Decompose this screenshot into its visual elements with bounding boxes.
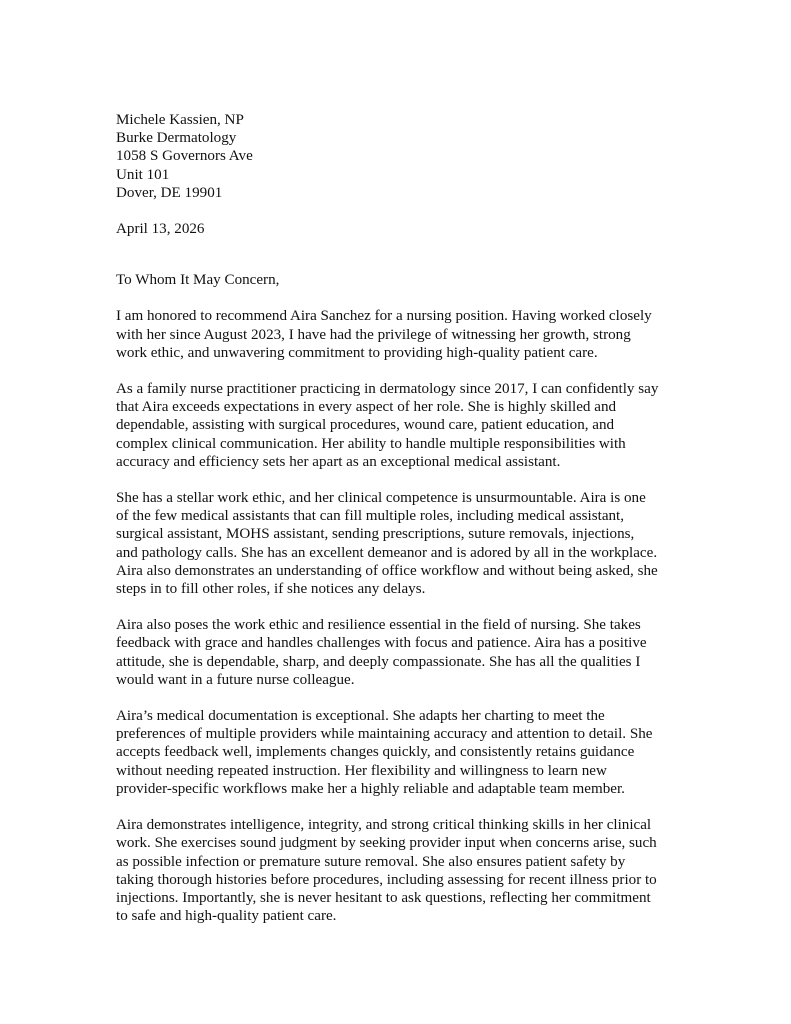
paragraph-line: with her since August 2023, I have had the privilege of witnessing her growth, strong bbox=[116, 326, 631, 343]
salutation bbox=[116, 271, 688, 289]
paragraph-line: As a family nurse practitioner practicing in dermatology since 2017, I can confidently say bbox=[116, 381, 659, 398]
paragraph-line: steps in to fill other roles, if she notices any delays. bbox=[116, 581, 426, 598]
sender-street: 1058 S Governors Ave bbox=[116, 148, 253, 165]
paragraph-line: dependable, assisting with surgical procedures, wound care, patient education, and bbox=[116, 417, 615, 434]
paragraph-documentation bbox=[116, 707, 688, 798]
paragraph-line: Aira also demonstrates an understanding of office workflow and without being asked, she bbox=[116, 562, 658, 579]
paragraph-line: accepts feedback well, implements changes quickly, and consistently retains guidance bbox=[116, 744, 635, 761]
paragraph-line: of the few medical assistants that can fill multiple roles, including medical assistant, bbox=[116, 508, 625, 525]
paragraph-line: injections. Importantly, she is never hesitant to ask questions, reflecting her commitment bbox=[116, 889, 651, 906]
paragraph-line: taking thorough histories before procedures, including assessing for recent illness prior to bbox=[116, 871, 657, 888]
paragraph-line: work ethic, and unwavering commitment to providing high-quality patient care. bbox=[116, 344, 598, 361]
paragraph-line: as possible infection or premature suture removal. She also ensures patient safety by bbox=[116, 853, 626, 870]
sender-address-block bbox=[116, 111, 688, 202]
paragraph-line: accuracy and efficiency sets her apart as an exceptional medical assistant. bbox=[116, 453, 561, 470]
paragraph-line: attitude, she is dependable, sharp, and deeply compassionate. She has all the qualities I bbox=[116, 653, 641, 670]
paragraph-line: work. She exercises sound judgment by seeking provider input when concerns arise, such bbox=[116, 835, 657, 852]
salutation-text: To Whom It May Concern, bbox=[116, 272, 280, 289]
paragraph-line: provider-specific workflows make her a highly reliable and adaptable team member. bbox=[116, 780, 625, 797]
paragraph-recommendation-intro bbox=[116, 307, 688, 362]
paragraph-line: Aira’s medical documentation is exceptional. She adapts her charting to meet the bbox=[116, 708, 605, 725]
paragraph-line: without needing repeated instruction. Her flexibility and willingness to learn new bbox=[116, 762, 607, 779]
sender-name: Michele Kassien, NP bbox=[116, 112, 244, 128]
paragraph-line: She has a stellar work ethic, and her clinical competence is unsurmountable. Aira is one bbox=[116, 490, 646, 507]
sender-city-state-zip: Dover, DE 19901 bbox=[116, 184, 223, 201]
sender-unit: Unit 101 bbox=[116, 166, 170, 183]
paragraph-work-ethic bbox=[116, 489, 688, 598]
paragraph-line: I am honored to recommend Aira Sanchez for a nursing position. Having worked closely bbox=[116, 308, 652, 325]
paragraph-line: Aira demonstrates intelligence, integrity, and strong critical thinking skills in her clinical bbox=[116, 817, 652, 834]
paragraph-line: and pathology calls. She has an excellent demeanor and is adored by all in the workplace. bbox=[116, 544, 658, 561]
paragraph-line: feedback with grace and handles challenges with focus and patience. Aira has a positive bbox=[116, 635, 647, 652]
paragraph-line: to safe and high-quality patient care. bbox=[116, 908, 337, 925]
paragraph-line: complex clinical communication. Her ability to handle multiple responsibilities with bbox=[116, 435, 626, 452]
paragraph-critical-thinking bbox=[116, 816, 688, 925]
letter-page bbox=[116, 111, 688, 925]
paragraph-skills bbox=[116, 380, 688, 471]
paragraph-line: that Aira exceeds expectations in every aspect of her role. She is highly skilled and bbox=[116, 399, 617, 416]
sender-practice: Burke Dermatology bbox=[116, 130, 237, 147]
paragraph-resilience bbox=[116, 616, 688, 689]
paragraph-line: would want in a future nurse colleague. bbox=[116, 671, 355, 688]
paragraph-line: preferences of multiple providers while maintaining accuracy and attention to detail. She bbox=[116, 726, 653, 743]
paragraph-line: Aira also poses the work ethic and resilience essential in the field of nursing. She takes bbox=[116, 617, 641, 634]
letter-date-text: April 13, 2026 bbox=[116, 221, 205, 238]
letter-date bbox=[116, 220, 688, 238]
paragraph-line: surgical assistant, MOHS assistant, sending prescriptions, suture removals, injections, bbox=[116, 526, 635, 543]
